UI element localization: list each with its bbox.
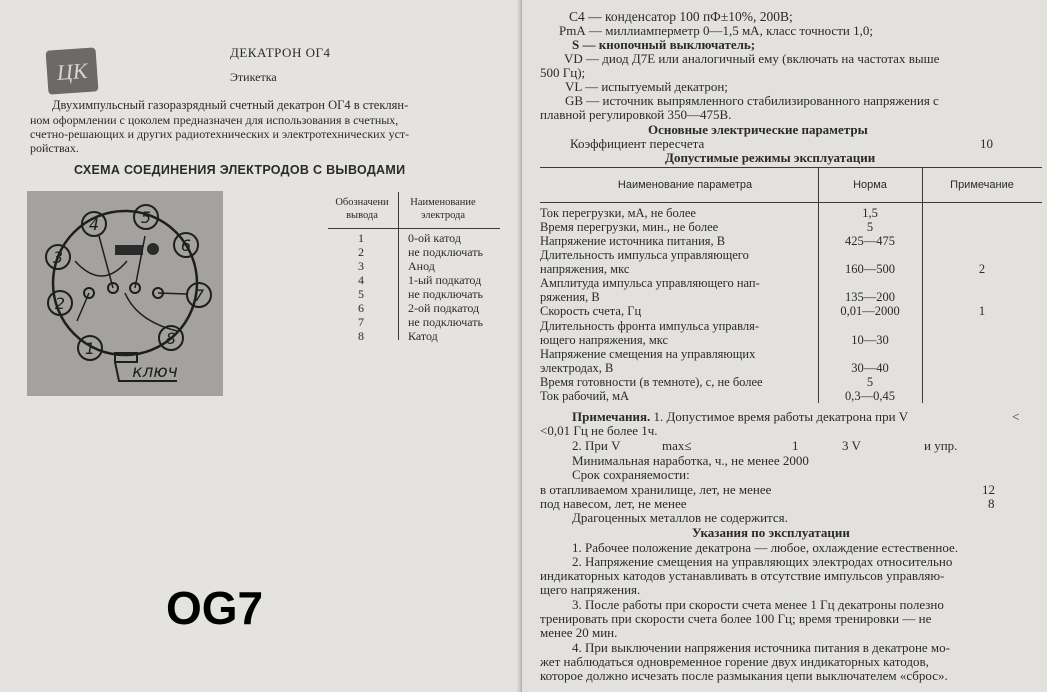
intro-line: Двухимпульсный газоразрядный счетный декатрон ОГ4 в стеклян- [52, 98, 409, 112]
storage-value: 12 [982, 482, 995, 497]
table-row-param: Длительность фронта импульса управля- [540, 319, 759, 333]
usage-line: 4. При выключении напряжения источника питания в декатроне мо- [572, 640, 950, 655]
table-row-param: Напряжение источника питания, В [540, 234, 726, 248]
pin-number: 1 [358, 231, 364, 245]
pin-electrode: не подключать [408, 287, 484, 301]
notes-line: <0,01 Гц не более 1ч. [540, 423, 658, 438]
table-row-norm: 10—30 [851, 333, 889, 347]
table-divider [922, 167, 923, 403]
pin-electrode: не подключать [408, 315, 484, 329]
notes-line: и упр. [924, 438, 958, 453]
stamp-text: ЦК [55, 57, 89, 86]
pin-label-2: 2 [54, 294, 66, 313]
pin-label-8: 8 [165, 329, 177, 348]
component-line: С4 — конденсатор 100 пФ±10%, 200В; [569, 9, 793, 24]
notes-line: 2. При V [572, 438, 621, 453]
pin-number: 2 [358, 245, 364, 259]
storage-label: под навесом, лет, не менее [540, 496, 687, 511]
document-title: ДЕКАТРОН ОГ4 [230, 45, 331, 60]
metals-line: Драгоценных металлов не содержится. [572, 510, 788, 525]
usage-line: щего напряжения. [540, 582, 641, 597]
notes-line: 1 [792, 438, 799, 453]
left-page [0, 0, 522, 692]
modes-heading: Допустимые режимы эксплуатации [665, 150, 876, 165]
right-page [522, 0, 1047, 692]
pin-table-header-number-line: Обозначени [335, 197, 389, 208]
pin-label-6: 6 [180, 236, 192, 255]
pinout-drawing [27, 191, 223, 396]
pin-label-3: 3 [52, 248, 64, 267]
table-row-norm: 1,5 [862, 206, 878, 220]
usage-line: тренировать при скорости счета более 100 Гц; время тренировки — не [540, 611, 932, 626]
pin-label-7: 7 [193, 286, 205, 305]
pin-electrode: Анод [408, 259, 435, 273]
table-row-note: 1 [978, 304, 986, 318]
table-row-param: Ток рабочий, мА [540, 389, 630, 403]
table-row-param: напряжения, мкс [540, 262, 630, 276]
table-header-note: Примечание [950, 179, 1014, 191]
component-line: VD — диод Д7Е или аналогичный ему (включать на частотах выше [564, 51, 940, 66]
table-row-param: электродах, В [540, 361, 614, 375]
component-line: плавной регулировкой 350—475В. [540, 107, 732, 122]
table-row-norm: 160—500 [845, 262, 895, 276]
table-row-param: ющего напряжения, мкс [540, 333, 669, 347]
component-line: GB — источник выпрямленного стабилизированного напряжения с [565, 93, 939, 108]
table-row-param: Скорость счета, Гц [540, 304, 642, 318]
pin-table-rule [328, 228, 500, 229]
table-row-param: Время готовности (в темноте), с, не более [540, 375, 763, 389]
pin-table-header-name-line: Наименование [410, 197, 476, 208]
life-line: Минимальная наработка, ч., не менее 2000 [572, 453, 809, 468]
table-row-param: Ток перегрузки, мА, не более [540, 206, 696, 220]
table-row-norm: 0,3—0,45 [845, 389, 895, 403]
pin-table-divider [398, 192, 399, 340]
usage-line: которое должно исчезать после размыкания цепи выключателем «сброс». [540, 668, 948, 683]
intro-line: ройствах. [30, 141, 79, 155]
pinout-diagram [27, 191, 223, 396]
notes-text: 1. Допустимое время работы декатрона при V [653, 409, 909, 424]
table-row-param: ряжения, В [540, 290, 600, 304]
storage-label: в отапливаемом хранилище, лет, не менее [540, 482, 772, 497]
component-line: РmА — миллиамперметр 0—1,5 мА, класс точности 1,0; [559, 23, 873, 38]
usage-line: индикаторных катодов устанавливать в отсутствие импульсов управляю- [540, 568, 945, 583]
pin-electrode: не подключать [408, 245, 484, 259]
pin-number: 5 [358, 287, 364, 301]
table-row-norm: 5 [866, 220, 874, 234]
component-line: 500 Гц); [540, 65, 586, 80]
pin-number: 8 [358, 329, 364, 343]
notes-line: 3 V [842, 438, 861, 453]
pin-table-header-name [400, 196, 486, 222]
pin-electrode: 0-ой катод [408, 231, 461, 245]
table-row-param: Напряжение смещения на управляющих [540, 347, 756, 361]
table-row-norm: 135—200 [845, 290, 895, 304]
usage-line: жет наблюдаться одновременное горение двух индикаторных катодов, [540, 654, 929, 669]
notes-symbol: < [1012, 409, 1020, 424]
notes-heading: Примечания. [572, 409, 651, 424]
table-row-param: Длительность импульса управляющего [540, 248, 749, 262]
table-row-norm: 425—475 [845, 234, 895, 248]
pin-number: 6 [358, 301, 364, 315]
storage-value: 8 [988, 496, 995, 511]
notes-line [572, 410, 908, 424]
document-subtitle: Этикетка [230, 70, 277, 84]
pin-electrode: 2-ой подкатод [408, 301, 480, 315]
pin-electrode: Катод [408, 329, 438, 343]
division-value: 10 [980, 136, 993, 151]
table-header-norm: Норма [853, 179, 887, 191]
pin-table-header-name-line: электрода [420, 210, 466, 221]
main-params-heading: Основные электрические параметры [648, 122, 868, 137]
key-label: ключ [132, 362, 178, 382]
notes-line: max≤ [662, 438, 692, 453]
pin-number: 7 [358, 315, 364, 329]
table-row-norm: 0,01—2000 [840, 304, 900, 318]
usage-line: 3. После работы при скорости счета менее 1 Гц декатроны полезно [572, 597, 944, 612]
storage-heading: Срок сохраняемости: [572, 467, 690, 482]
pin-label-5: 5 [140, 208, 152, 227]
component-line: VL — испытуемый декатрон; [565, 79, 728, 94]
table-row-param: Амплитуда импульса управляющего нап- [540, 276, 760, 290]
intro-line: счетно-решающих и других радиотехнических и электротехнических уст- [30, 127, 410, 141]
usage-line: менее 20 мин. [540, 625, 618, 640]
usage-heading: Указания по эксплуатации [692, 525, 850, 540]
usage-line: 1. Рабочее положение декатрона — любое, охлаждение естественное. [572, 540, 959, 555]
pin-number: 3 [358, 259, 364, 273]
pin-electrode: 1-ый подкатод [408, 273, 482, 287]
pin-number: 4 [358, 273, 364, 287]
component-line: S — кнопочный выключатель; [572, 37, 756, 52]
table-row-norm: 30—40 [851, 361, 889, 375]
table-row-param: Время перегрузки, мин., не более [540, 220, 719, 234]
table-row-note: 2 [978, 262, 986, 276]
overlay-label: OG7 [166, 582, 264, 634]
table-rule-header [540, 202, 1042, 203]
stamp-mark [46, 47, 99, 94]
schema-heading: СХЕМА СОЕДИНЕНИЯ ЭЛЕКТРОДОВ С ВЫВОДАМИ [74, 163, 406, 177]
table-header-parameter: Наименование параметра [617, 179, 753, 191]
table-rule-top [540, 167, 1042, 168]
pin-label-4: 4 [88, 215, 100, 234]
pin-table-header-number [328, 196, 396, 222]
pin-table-header-number-line: вывода [346, 210, 378, 221]
pin-label-1: 1 [84, 339, 96, 358]
intro-line: ном оформлении с цоколем предназначен для использования в счетных, [30, 113, 399, 127]
usage-line: 2. Напряжение смещения на управляющих электродах относительно [572, 554, 953, 569]
division-label: Коэффициент пересчета [570, 136, 705, 151]
table-row-norm: 5 [866, 375, 874, 389]
